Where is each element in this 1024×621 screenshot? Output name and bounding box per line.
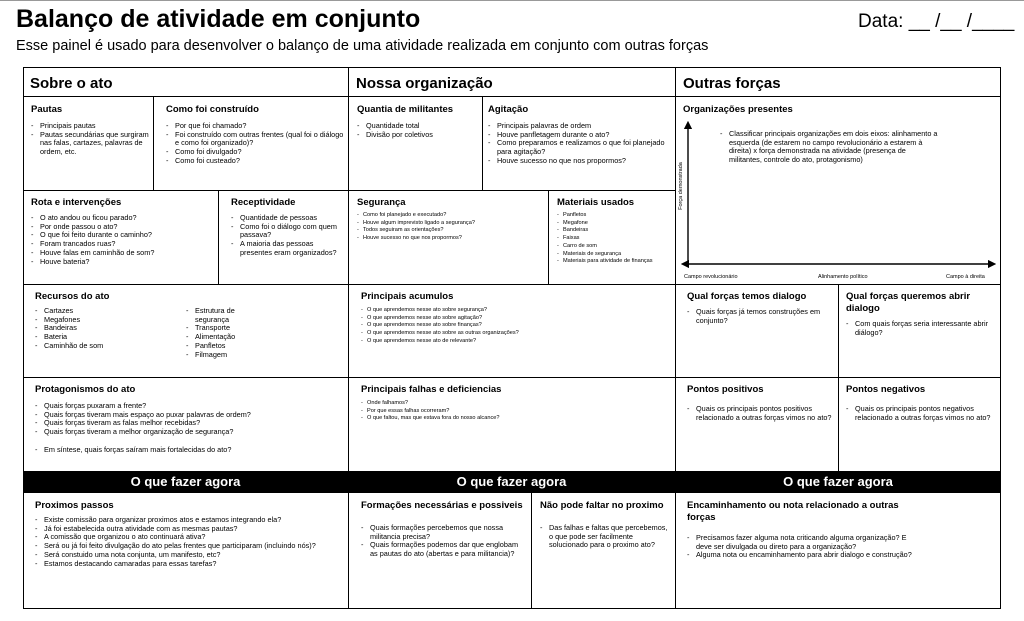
list-item: - Como foi custeado? xyxy=(166,157,346,166)
list-item: - O que faltou, mas que estava fora do nosso alcance? xyxy=(361,415,671,423)
list-item: - Carro de som xyxy=(557,243,671,251)
x-axis-label-left: Campo revolucionário xyxy=(684,274,738,280)
section-como-construido xyxy=(166,104,346,166)
list-item: - Houve sucesso no que nos propormos? xyxy=(357,235,545,243)
column-header-sobre-o-ato: Sobre o ato xyxy=(30,75,113,92)
section-title: Pontos negativos xyxy=(846,384,926,395)
list-item: - Megafones xyxy=(35,316,175,325)
list-item: - Já foi estabelecida outra atividade com as mesmas pautas? xyxy=(35,525,345,534)
list-item: - Estamos destacando camaradas para essas tarefas? xyxy=(35,560,345,569)
top-rule xyxy=(0,0,1024,1)
section-formacoes xyxy=(361,500,527,559)
section-encaminhamento xyxy=(687,500,917,560)
section-protagonismos xyxy=(35,384,345,455)
section-dialogo-queremos xyxy=(846,291,996,337)
list-item: - Como preparamos e realizamos o que foi planejado para agitação? xyxy=(488,139,670,156)
list-item: - Quais forças tiveram a melhor organização de segurança? xyxy=(35,428,345,437)
section-title: Qual forças temos dialogo xyxy=(687,291,807,302)
section-title: Como foi construído xyxy=(166,104,259,115)
divider-rota xyxy=(218,190,219,284)
section-title: Principais acumulos xyxy=(361,291,454,302)
section-title: Protagonismos do ato xyxy=(35,384,136,395)
list-item: - Será constuido uma nota conjunta, um manifesto, etc? xyxy=(35,551,345,560)
list-item: - A maioria das pessoas presentes eram organizados? xyxy=(231,240,347,257)
list-item: - Foram trancados ruas? xyxy=(31,240,216,249)
section-title: Segurança xyxy=(357,197,406,208)
list-item: - Bandeiras xyxy=(35,324,175,333)
list-item: - Divisão por coletivos xyxy=(357,131,479,140)
list-item: - Houve sucesso no que nos propormos? xyxy=(488,157,670,166)
list-item: - Quais forças tiveram mais espaço ao puxar palavras de ordem? xyxy=(35,411,345,420)
list-item: - Pautas secundárias que surgiram nas falas, cartazes, palavras de ordem, etc. xyxy=(31,131,149,157)
list-item: - Alguma nota ou encaminhamento para abrir dialogo e construção? xyxy=(687,551,917,560)
section-pautas xyxy=(31,104,149,157)
section-title: Principais falhas e deficiencias xyxy=(361,384,502,395)
divider-col-header xyxy=(23,96,1001,97)
list-item: - Quais forças puxaram a frente? xyxy=(35,402,345,411)
section-positivos xyxy=(687,384,833,422)
section-dialogo-temos xyxy=(687,291,833,325)
band-label-col2: O que fazer agora xyxy=(456,474,567,489)
recursos-list-left xyxy=(35,307,175,351)
list-item: - Faixas xyxy=(557,235,671,243)
list-item: - Foi construído com outras frentes (qual foi o diálogo e como foi organizado)? xyxy=(166,131,346,148)
band-label-col1: O que fazer agora xyxy=(130,474,241,489)
section-negativos xyxy=(846,384,996,422)
section-title: Qual forças queremos abrir dialogo xyxy=(846,291,971,314)
list-item: - Quantidade total xyxy=(357,122,479,131)
list-item: - O que aprendemos nesse ato sobre agitação? xyxy=(361,315,671,323)
divider-pautas xyxy=(153,96,154,190)
list-item: - Bandeiras xyxy=(557,227,671,235)
list-item: - Panfletos xyxy=(186,342,266,351)
list-item: - Quais os principais pontos negativos relacionado a outras forças vimos no ato? xyxy=(846,405,996,422)
list-item: - Transporte xyxy=(186,324,266,333)
section-title: Formações necessárias e possiveis xyxy=(361,500,523,511)
section-title: Pautas xyxy=(31,104,63,115)
list-item: - Como foi divulgado? xyxy=(166,148,346,157)
section-title: Materiais usados xyxy=(557,197,635,208)
section-falhas xyxy=(361,384,671,423)
divider-row2 xyxy=(23,284,1001,285)
list-item: - Das falhas e faltas que percebemos, o que pode ser facilmente solucionado para o proximo ato? xyxy=(540,524,672,550)
list-item: - Em síntese, quais forças saíram mais fortalecidas do ato? xyxy=(35,446,345,455)
section-title: Agitação xyxy=(488,104,529,115)
divider-quantia xyxy=(482,96,483,190)
list-item: - O que aprendemos nesse ato sobre as outras organizações? xyxy=(361,330,671,338)
list-item: - Como foi planejado e executado? xyxy=(357,212,545,220)
page-subtitle: Esse painel é usado para desenvolver o balanço de uma atividade realizada em conjunto com outras forças xyxy=(16,38,709,54)
list-item: - Como foi o diálogo com quem passava? xyxy=(231,223,347,240)
section-title: Encaminhamento ou nota relacionado a outras forças xyxy=(687,500,899,523)
divider-bottom-mid xyxy=(531,493,532,609)
list-item: - Classificar principais organizações em dois eixos: alinhamento a esquerda (de estarem no campo revolucionário a estarem à direita) x força demonstrada na atividade (presença de militantes, controle do ato, protagonismo) xyxy=(720,130,940,165)
list-item: - A comissão que organizou o ato continuará ativa? xyxy=(35,533,345,542)
list-item: - O ato andou ou ficou parado? xyxy=(31,214,216,223)
list-item: - Alimentação xyxy=(186,333,266,342)
alignment-axes xyxy=(676,118,1000,284)
list-item: - O que aprendemos nesse ato sobre finanças? xyxy=(361,322,671,330)
section-receptividade xyxy=(231,197,347,258)
section-nao-faltar xyxy=(540,500,672,550)
list-item: - Megafone xyxy=(557,220,671,228)
list-item: - Onde falhamos? xyxy=(361,400,671,408)
list-item: - O que aprendemos nesse ato sobre segurança? xyxy=(361,307,671,315)
section-title: Organizações presentes xyxy=(683,104,793,115)
divider-col1 xyxy=(348,67,349,609)
section-title: Proximos passos xyxy=(35,500,114,511)
recursos-list-right xyxy=(186,307,266,359)
list-item: - O que aprendemos nesse ato de relevante? xyxy=(361,338,671,346)
list-item: - Quais formações percebemos que nossa militancia precisa? xyxy=(361,524,527,541)
list-item: - O que foi feito durante o caminho? xyxy=(31,231,216,240)
divider-outras-mid xyxy=(838,284,839,471)
list-item: - Caminhão de som xyxy=(35,342,175,351)
list-item: - Houve falas em caminhão de som? xyxy=(31,249,216,258)
list-item: - Por que foi chamado? xyxy=(166,122,346,131)
list-item: - Filmagem xyxy=(186,351,266,360)
list-item: - Materiais para atividade de finanças xyxy=(557,258,671,266)
divider-seguranca xyxy=(548,190,549,284)
list-item: - Todos seguiram as orientações? xyxy=(357,227,545,235)
column-header-nossa-organizacao: Nossa organização xyxy=(356,75,493,92)
section-title: Receptividade xyxy=(231,197,296,208)
list-item: - Bateria xyxy=(35,333,175,342)
section-agitacao xyxy=(488,104,670,166)
list-item: - Quais forças já temos construções em conjunto? xyxy=(687,308,833,325)
list-item: - Por onde passou o ato? xyxy=(31,223,216,232)
date-field[interactable]: Data: __ /__ /____ xyxy=(858,11,1015,32)
list-item: - Precisamos fazer alguma nota criticando alguma organização? E deve ser divulgada ou direto para a organização? xyxy=(687,534,917,551)
band-label-col3: O que fazer agora xyxy=(783,474,893,489)
list-item: - Por que essas falhas ocorreram? xyxy=(361,408,671,416)
list-item: - Houve bateria? xyxy=(31,258,216,267)
section-title: Recursos do ato xyxy=(35,291,110,302)
list-item: - Estrutura de segurança xyxy=(186,307,266,324)
section-recursos xyxy=(35,291,345,303)
section-title: Pontos positivos xyxy=(687,384,764,395)
list-item: - Panfletos xyxy=(557,212,671,220)
section-seguranca xyxy=(357,197,545,243)
x-axis-label-right: Campo à direita xyxy=(946,274,985,280)
list-item: - Houve algum imprevisto ligado a segurança? xyxy=(357,220,545,228)
divider-row1 xyxy=(23,190,675,191)
column-header-outras-forcas: Outras forças xyxy=(683,75,781,92)
section-quantia xyxy=(357,104,479,139)
section-materiais xyxy=(557,197,671,266)
list-item: - Principais palavras de ordem xyxy=(488,122,670,131)
list-item: - Quais forças tiveram as falas melhor recebidas? xyxy=(35,419,345,428)
page-title: Balanço de atividade em conjunto xyxy=(16,5,421,33)
list-item: - Principais pautas xyxy=(31,122,149,131)
section-proximos-passos xyxy=(35,500,345,568)
list-item: - Quais os principais pontos positivos relacionado a outras forças vimos no ato? xyxy=(687,405,833,422)
divider-row3 xyxy=(23,377,1001,378)
section-rota xyxy=(31,197,216,266)
list-item: - Houve panfletagem durante o ato? xyxy=(488,131,670,140)
section-title: Rota e intervenções xyxy=(31,197,122,208)
section-title: Quantia de militantes xyxy=(357,104,454,115)
section-acumulos xyxy=(361,291,671,346)
section-title: Não pode faltar no proximo xyxy=(540,500,664,511)
list-item: - Quais formações podemos dar que englobam as pautas do ato (abertas e para militancia)? xyxy=(361,541,527,558)
list-item: - Será ou já foi feito divulgação do ato pelas frentes que participaram (incluindo nós)? xyxy=(35,542,345,551)
list-item: - Existe comissão para organizar proximos atos e estamos integrando ela? xyxy=(35,516,345,525)
x-axis-label-mid: Alinhamento político xyxy=(818,274,868,280)
list-item: - Quantidade de pessoas xyxy=(231,214,347,223)
list-item: - Materiais de segurança xyxy=(557,251,671,259)
list-item: - Cartazes xyxy=(35,307,175,316)
y-axis-label: Força demonstrada xyxy=(678,162,684,210)
list-item: - Com quais forças seria interessante abrir diálogo? xyxy=(846,320,996,337)
